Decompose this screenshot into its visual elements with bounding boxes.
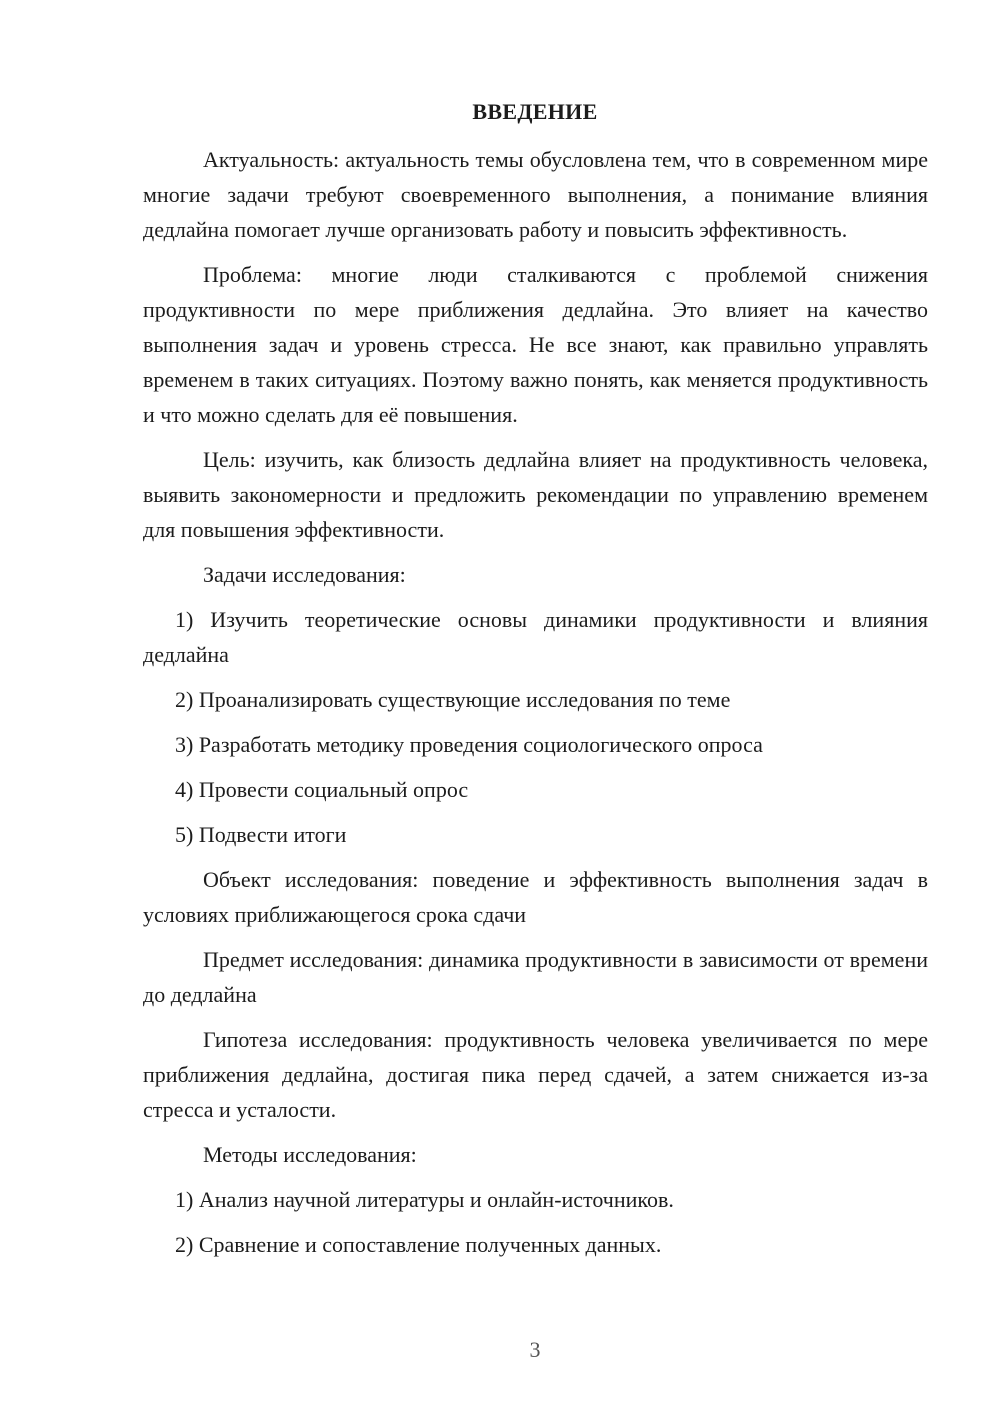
object-paragraph: Объект исследования: поведение и эффективность выполнения задач в условиях приближающегося срока сдачи — [143, 867, 928, 927]
task-item: 4) Провести социальный опрос — [175, 777, 469, 802]
goal-paragraph: Цель: изучить, как близость дедлайна влияет на продуктивность человека, выявить закономерности и предложить рекомендации по управлению временем для повышения эффективности. — [143, 447, 928, 542]
task-item: 1) Изучить теоретические основы динамики продуктивности и влияния дедлайна — [143, 607, 928, 667]
problem-paragraph: Проблема: многие люди сталкиваются с проблемой снижения продуктивности по мере приближения дедлайна. Это влияет на качество выполнения задач и уровень стресса. Не все знают, как правильно управлять временем в таких ситуациях. Поэтому важно понять, как меняется продуктивность и что можно сделать для её повышения. — [143, 262, 928, 427]
tasks-heading: Задачи исследования: — [203, 562, 406, 587]
method-item: 1) Анализ научной литературы и онлайн-источников. — [175, 1187, 674, 1212]
subject-paragraph: Предмет исследования: динамика продуктивности в зависимости от времени до дедлайна — [143, 947, 928, 1007]
hypothesis-paragraph: Гипотеза исследования: продуктивность человека увеличивается по мере приближения дедлайна, достигая пика перед сдачей, а затем снижается из-за стресса и усталости. — [143, 1027, 928, 1122]
page-title: ВВЕДЕНИЕ — [472, 99, 598, 124]
task-item: 3) Разработать методику проведения социологического опроса — [175, 732, 763, 757]
page-number: 3 — [529, 1337, 541, 1362]
task-item: 5) Подвести итоги — [175, 822, 347, 847]
relevance-paragraph: Актуальность: актуальность темы обусловлена тем, что в современном мире многие задачи требуют своевременного выполнения, а понимание влияния дедлайна помогает лучше организовать работу и повысить эффективность. — [143, 147, 928, 242]
task-item: 2) Проанализировать существующие исследования по теме — [175, 687, 731, 712]
method-item: 2) Сравнение и сопоставление полученных данных. — [175, 1232, 662, 1257]
methods-heading: Методы исследования: — [203, 1142, 417, 1167]
document-body — [143, 142, 928, 1272]
